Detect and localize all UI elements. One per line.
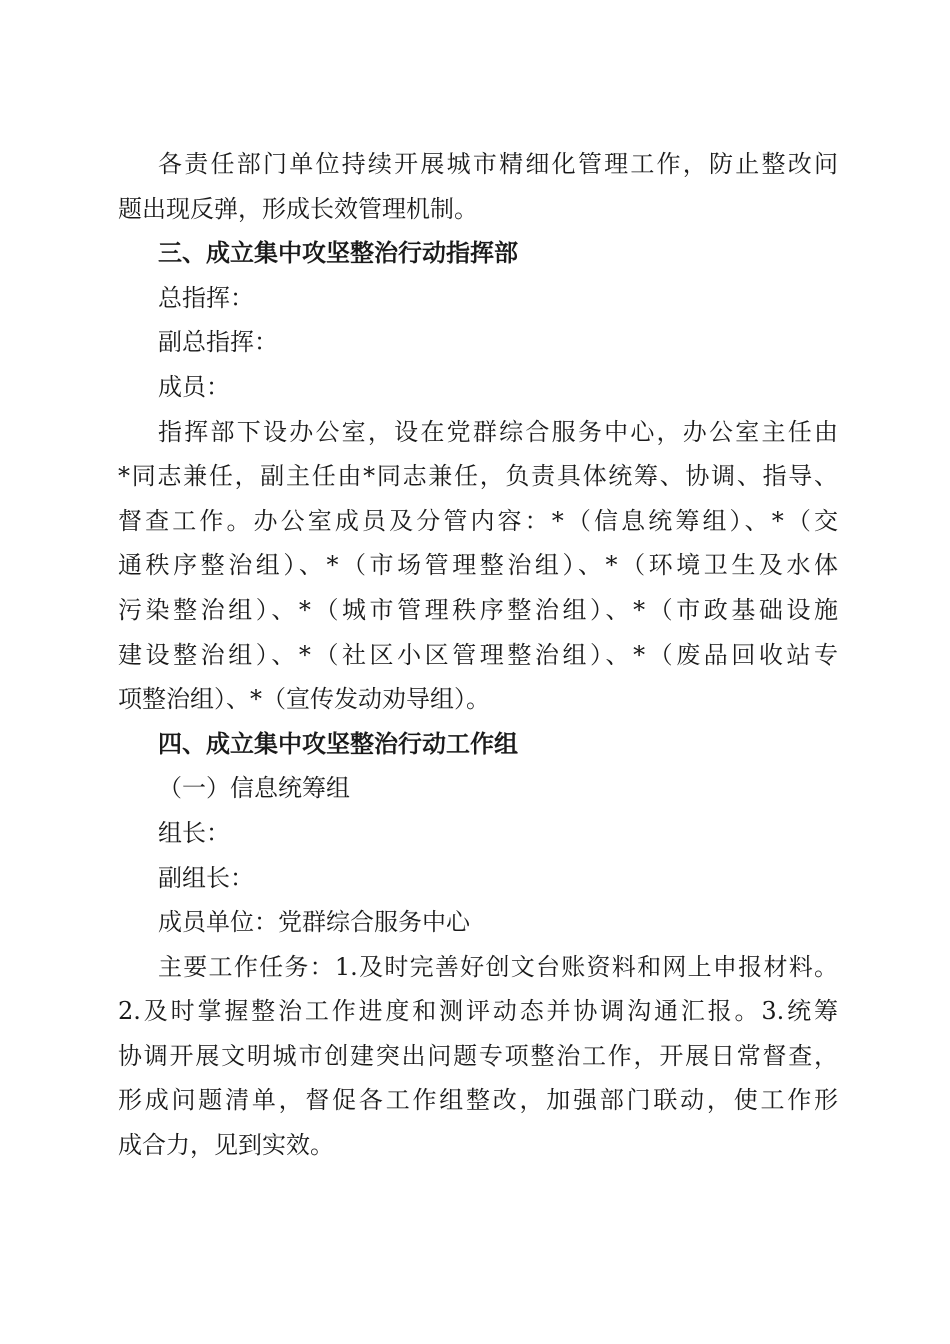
- paragraph-line: 题出现反弹，形成长效管理机制。: [118, 194, 478, 223]
- member-units-line: 成员单位：党群综合服务中心: [158, 908, 470, 937]
- paragraph-line: 指挥部下设办公室，设在党群综合服务中心，办公室主任由: [158, 417, 838, 446]
- document-page: [118, 142, 838, 1168]
- paragraph-line: *同志兼任，副主任由*同志兼任，负责具体统筹、协调、指导、: [118, 462, 838, 491]
- section-heading-4: 四、成立集中攻坚整治行动工作组: [158, 729, 518, 758]
- paragraph-line: 协调开展文明城市创建突出问题专项整治工作，开展日常督查，: [118, 1041, 838, 1070]
- paragraph-line: 主要工作任务：1.及时完善好创文台账资料和网上申报材料。: [158, 952, 838, 981]
- paragraph-line: 污染整治组）、*（城市管理秩序整治组）、*（市政基础设施: [118, 595, 838, 624]
- subsection-heading-1: （一）信息统筹组: [158, 774, 350, 803]
- paragraph-line: 2.及时掌握整治工作进度和测评动态并协调沟通汇报。3.统筹: [118, 997, 838, 1026]
- paragraph-line: 成合力，见到实效。: [118, 1131, 334, 1160]
- paragraph-line: 项整治组）、*（宣传发动劝导组）。: [118, 685, 490, 714]
- paragraph-line: 督查工作。办公室成员及分管内容：*（信息统筹组）、*（交: [118, 506, 838, 535]
- paragraph-line: 建设整治组）、*（社区小区管理整治组）、*（废品回收站专: [118, 640, 838, 669]
- deputy-group-leader-line: 副组长：: [158, 863, 254, 892]
- paragraph-1: [118, 142, 838, 231]
- group-leader-line: 组长：: [158, 818, 230, 847]
- paragraph-2: [118, 410, 838, 722]
- paragraph-3: [118, 945, 838, 1168]
- paragraph-line: 形成问题清单，督促各工作组整改，加强部门联动，使工作形: [118, 1086, 838, 1115]
- paragraph-line: 各责任部门单位持续开展城市精细化管理工作，防止整改问: [158, 150, 838, 178]
- paragraph-line: 通秩序整治组）、*（市场管理整治组）、*（环境卫生及水体: [118, 551, 838, 580]
- members-line: 成员：: [158, 372, 230, 401]
- deputy-commander-line: 副总指挥：: [158, 328, 278, 357]
- section-heading-3: 三、成立集中攻坚整治行动指挥部: [158, 239, 518, 268]
- commander-line: 总指挥：: [158, 283, 254, 312]
